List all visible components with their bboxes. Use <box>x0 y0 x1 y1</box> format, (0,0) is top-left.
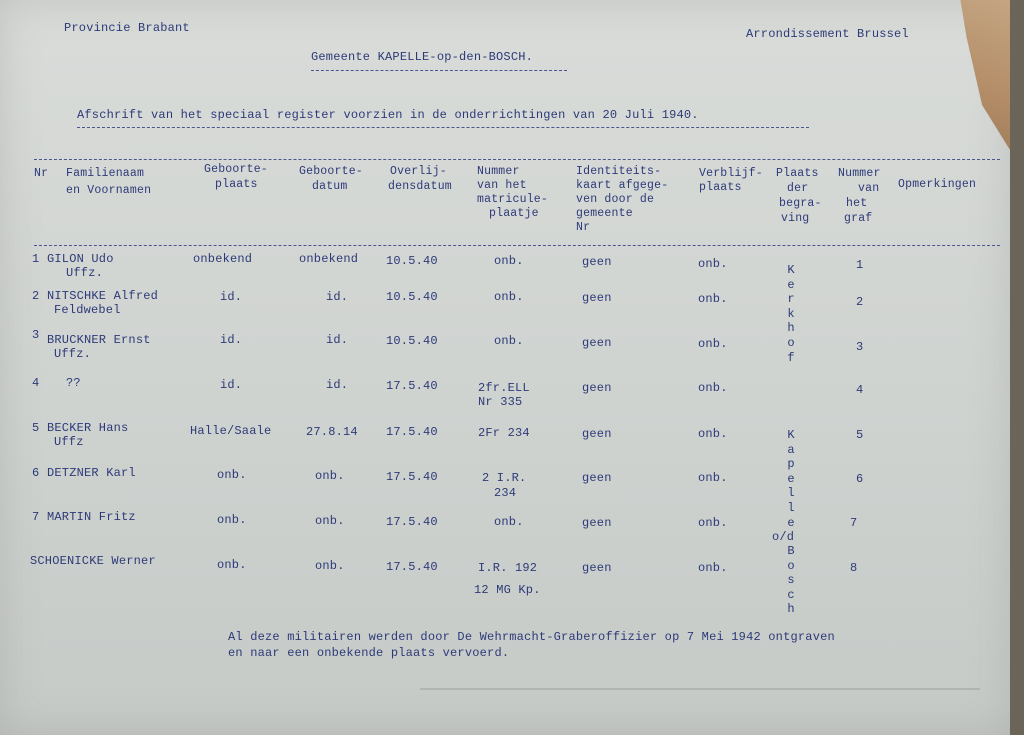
row-name: GILON Udo <box>47 252 114 266</box>
row-birthplace: id. <box>220 333 243 347</box>
col-grave-line: van <box>858 182 880 195</box>
row-birthplace: onb. <box>217 558 247 572</box>
municipality-title: Gemeente KAPELLE-op-den-BOSCH. <box>311 50 534 64</box>
col-birthplace-line: Geboorte- <box>204 163 268 176</box>
col-idcard-line: ven door de <box>576 193 655 206</box>
row-residence: onb. <box>698 516 728 530</box>
row-residence: onb. <box>698 257 728 271</box>
row-plate: onb. <box>494 334 524 348</box>
col-name-line: en Voornamen <box>66 184 152 197</box>
row-grave: 6 <box>856 472 864 486</box>
row-idcard: geen <box>582 255 612 269</box>
footnote-line: Al deze militairen werden door De Wehrmacht-Graberoffizier op 7 Mei 1942 ontgraven <box>228 630 835 644</box>
col-burial-line: der <box>787 182 809 195</box>
footnote-line: en naar een onbekende plaats vervoerd. <box>228 646 510 660</box>
row-idcard: geen <box>582 516 612 530</box>
arrondissement-label: Arrondissement Brussel <box>746 27 909 41</box>
row-birthplace: id. <box>220 378 243 392</box>
col-idcard-line: gemeente <box>576 207 633 220</box>
row-residence: onb. <box>698 337 728 351</box>
col-plate-line: van het <box>477 179 527 192</box>
col-burial-line: begra- <box>779 197 822 210</box>
col-grave-line: Nummer <box>838 167 881 180</box>
row-rank: Uffz. <box>66 266 104 280</box>
row-grave: 8 <box>850 561 858 575</box>
row-grave: 1 <box>856 258 864 272</box>
col-plate-line: matricule- <box>477 193 549 206</box>
col-birthdate-line: datum <box>312 180 348 193</box>
col-plate-line: plaatje <box>489 207 539 220</box>
row-name: BRUCKNER Ernst <box>47 333 151 347</box>
row-plate: onb. <box>494 290 524 304</box>
row-birthdate: onbekend <box>299 252 359 266</box>
row-deathdate: 17.5.40 <box>386 515 438 529</box>
row-plate: 2Fr 234 <box>478 426 530 440</box>
row-nr: 2 <box>32 289 40 303</box>
col-deathdate-line: Overlij- <box>390 165 447 178</box>
col-birthplace-line: plaats <box>215 178 258 191</box>
col-deathdate-line: densdatum <box>388 180 452 193</box>
row-birthplace: onbekend <box>193 252 253 266</box>
row-plate: onb. <box>494 254 524 268</box>
row-grave: 7 <box>850 516 858 530</box>
row-deathdate: 17.5.40 <box>386 470 438 484</box>
row-deathdate: 17.5.40 <box>386 379 438 393</box>
row-birthdate: onb. <box>315 469 345 483</box>
row-rank: Feldwebel <box>54 303 121 317</box>
table-top-rule <box>34 159 1000 160</box>
row-birthplace: id. <box>220 290 243 304</box>
row-plate: onb. <box>494 515 524 529</box>
row-birthdate: onb. <box>315 514 345 528</box>
row-nr: 7 <box>32 510 40 524</box>
row-idcard: geen <box>582 561 612 575</box>
row-deathdate: 17.5.40 <box>386 425 438 439</box>
row-idcard: geen <box>582 291 612 305</box>
row-grave: 5 <box>856 428 864 442</box>
row-nr: 4 <box>32 376 40 390</box>
col-burial-line: ving <box>781 212 810 225</box>
row-birthplace: onb. <box>217 513 247 527</box>
row-birthplace: Halle/Saale <box>190 424 272 438</box>
row-name: DETZNER Karl <box>47 466 136 480</box>
row-idcard: geen <box>582 336 612 350</box>
row-name: BECKER Hans <box>47 421 129 435</box>
row-residence: onb. <box>698 381 728 395</box>
subtitle-underline <box>77 127 809 128</box>
col-birthdate-line: Geboorte- <box>299 165 363 178</box>
document-subtitle: Afschrift van het speciaal register voorzien in de onderrichtingen van 20 Juli 1940. <box>77 108 699 122</box>
row-name: ?? <box>66 376 81 390</box>
col-residence-line: Verblijf- <box>699 167 763 180</box>
row-nr: 3 <box>32 328 40 342</box>
col-plate-line: Nummer <box>477 165 520 178</box>
row-plate: 2fr.ELL <box>478 381 530 395</box>
row-plate-line2: 234 <box>494 486 517 500</box>
col-remarks: Opmerkingen <box>898 178 977 191</box>
row-idcard: geen <box>582 471 612 485</box>
row-grave: 4 <box>856 383 864 397</box>
row-grave: 2 <box>856 295 864 309</box>
row-deathdate: 10.5.40 <box>386 334 438 348</box>
row-residence: onb. <box>698 292 728 306</box>
row-idcard: geen <box>582 381 612 395</box>
col-name-line: Familienaam <box>66 167 145 180</box>
col-idcard-line: Nr <box>576 221 591 234</box>
row-deathdate: 10.5.40 <box>386 290 438 304</box>
col-grave-line: graf <box>844 212 873 225</box>
row-deathdate: 10.5.40 <box>386 254 438 268</box>
row-birthdate: onb. <box>315 559 345 573</box>
row-name: NITSCHKE Alfred <box>47 289 159 303</box>
col-grave-line: het <box>846 197 868 210</box>
row-plate: I.R. 192 <box>478 561 538 575</box>
col-idcard-line: kaart afgege- <box>576 179 669 192</box>
row-birthdate: id. <box>326 378 349 392</box>
province-label: Provincie Brabant <box>64 21 190 35</box>
row-nr: 5 <box>32 421 40 435</box>
row-plate-line2: 12 MG Kp. <box>474 583 541 597</box>
burial-word-od: o/d <box>772 530 795 544</box>
row-idcard: geen <box>582 427 612 441</box>
col-idcard-line: Identiteits- <box>576 165 662 178</box>
burial-word-kapelle: Kapelle <box>787 428 795 530</box>
row-grave: 3 <box>856 340 864 354</box>
folded-corner <box>948 0 1010 150</box>
row-residence: onb. <box>698 427 728 441</box>
row-name: SCHOENICKE Werner <box>30 554 156 568</box>
row-residence: onb. <box>698 561 728 575</box>
burial-word-kerkhof: Kerkhof <box>787 263 795 365</box>
row-deathdate: 17.5.40 <box>386 560 438 574</box>
row-birthdate: id. <box>326 333 349 347</box>
row-birthdate: 27.8.14 <box>306 425 358 439</box>
row-birthdate: id. <box>326 290 349 304</box>
row-nr: 1 <box>32 252 40 266</box>
paper-crease <box>420 688 980 690</box>
col-burial-line: Plaats <box>776 167 819 180</box>
row-residence: onb. <box>698 471 728 485</box>
col-residence-line: plaats <box>699 181 742 194</box>
row-plate-line2: Nr 335 <box>478 395 523 409</box>
row-name: MARTIN Fritz <box>47 510 136 524</box>
table-header-rule <box>34 245 1000 246</box>
row-plate: 2 I.R. <box>482 471 527 485</box>
burial-word-bosch: Bosch <box>787 544 795 617</box>
row-rank: Uffz <box>54 435 84 449</box>
row-birthplace: onb. <box>217 468 247 482</box>
row-rank: Uffz. <box>54 347 92 361</box>
title-underline <box>311 70 567 71</box>
col-nr: Nr <box>34 167 49 180</box>
row-nr: 6 <box>32 466 40 480</box>
